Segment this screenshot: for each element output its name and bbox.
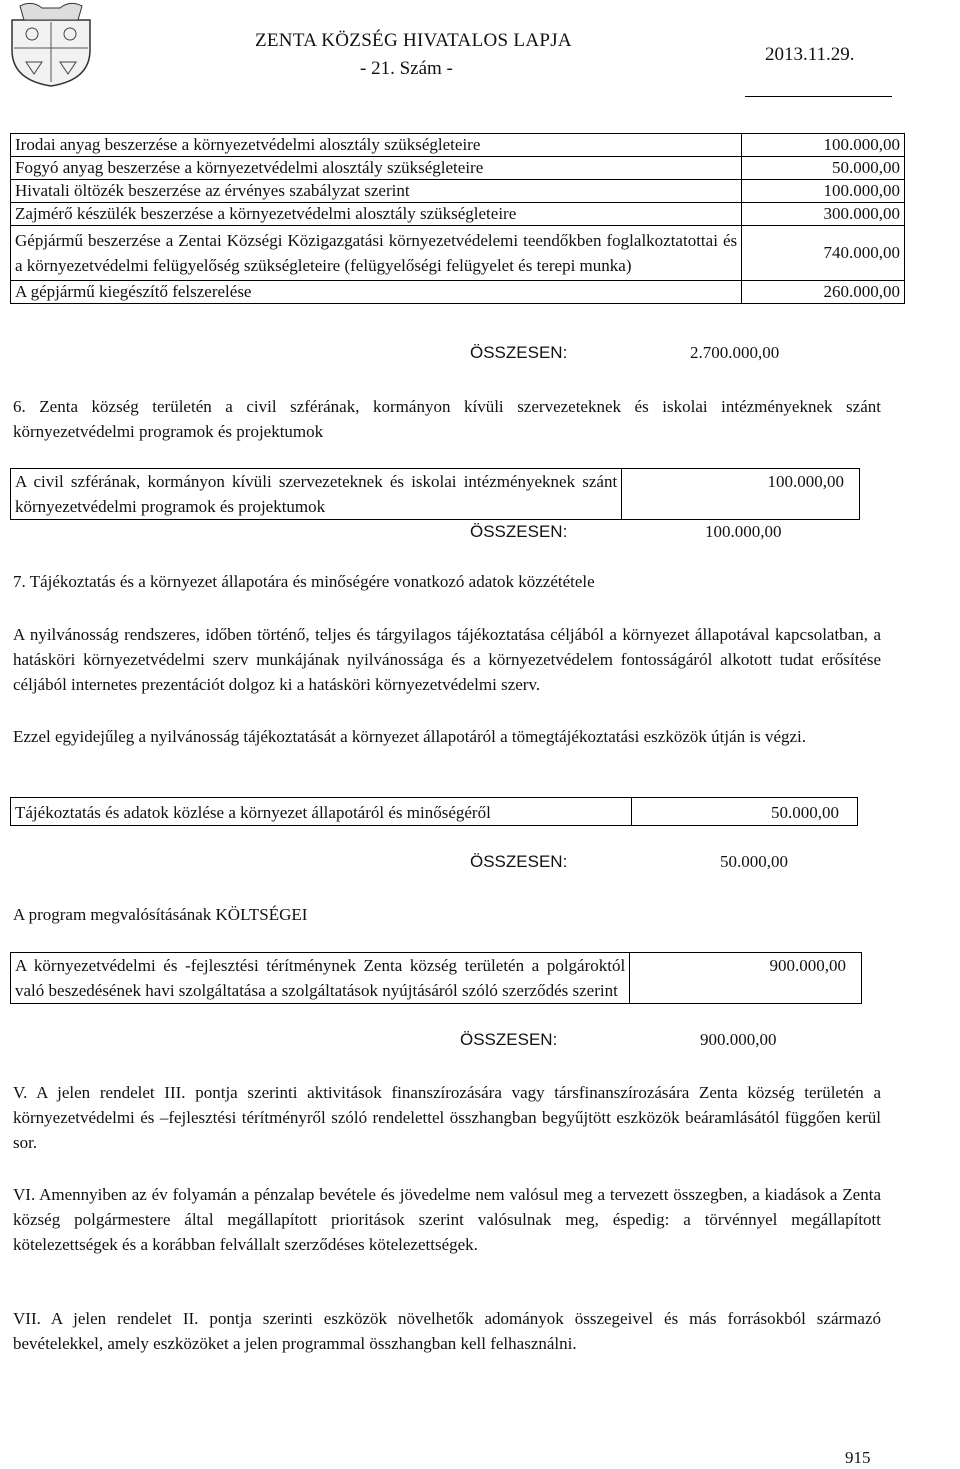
- table-row: [11, 180, 905, 203]
- coat-of-arms-logo: [2, 0, 100, 88]
- table-cell-value: 100.000,00: [622, 469, 860, 520]
- table-cell-value: 260.000,00: [742, 281, 905, 304]
- gazette-title: ZENTA KÖZSÉG HIVATALOS LAPJA: [255, 30, 572, 51]
- table-row: [11, 798, 858, 826]
- table-cell-label: A környezetvédelmi és -fejlesztési térítménynek Zenta község területén a polgároktól való beszedésének havi szolgáltatása a szolgáltatások nyújtásáról szóló szerződés szerint: [11, 953, 630, 1004]
- table-row: [11, 203, 905, 226]
- issue-number: - 21. Szám -: [360, 58, 453, 79]
- table-cell-value: 900.000,00: [630, 953, 862, 1004]
- table-cell-label: Tájékoztatás és adatok közlése a környezet állapotáról és minőségéről: [11, 798, 632, 826]
- total-value: 100.000,00: [705, 522, 782, 541]
- table-cell-label: A civil szférának, kormányon kívüli szervezeteknek és iskolai intézményeknek szánt környezetvédelmi programok és projektumok: [11, 469, 622, 520]
- total-label: ÖSSZESEN:: [470, 522, 568, 541]
- table-row: [11, 469, 860, 520]
- costs-table: [10, 952, 862, 1004]
- section-7-paragraph-2: Ezzel egyidejűleg a nyilvánosság tájékoztatását a környezet állapotáról a tömegtájékoztatási eszközök útján is végzi.: [13, 727, 807, 746]
- issue-date: 2013.11.29.: [765, 44, 855, 65]
- table-cell-label: Zajmérő készülék beszerzése a környezetvédelmi alosztály szükségleteire: [11, 203, 742, 226]
- table-cell-label: A gépjármű kiegészítő felszerelése: [11, 281, 742, 304]
- total-value: 2.700.000,00: [690, 343, 780, 362]
- table-row: [11, 953, 862, 1004]
- total-label: ÖSSZESEN:: [470, 343, 568, 362]
- table-cell-label: Hivatali öltözék beszerzése az érvényes szabályzat szerint: [11, 180, 742, 203]
- section-6-table: [10, 468, 860, 520]
- table-cell-value: 100.000,00: [742, 180, 905, 203]
- section-vii-paragraph: VII. A jelen rendelet II. pontja szerinti eszközök növelhetők adományok összegeivel és más forrásokból származó bevételekkel, amely eszközöket a jelen programmal összhangban kell felhasználni.: [13, 1309, 881, 1353]
- table-cell-label: Gépjármű beszerzése a Zentai Községi Közigazgatási környezetvédelemi teendőkben foglalkoztatottai és a környezetvédelmi felügyelőség szükségleteire (felügyelőségi felügyelet és terepi munka): [11, 226, 742, 281]
- total-label: ÖSSZESEN:: [460, 1030, 558, 1049]
- table-cell-value: 740.000,00: [742, 226, 905, 281]
- table-cell-value: 50.000,00: [632, 798, 858, 826]
- expense-table: [10, 133, 905, 304]
- table-row: [11, 281, 905, 304]
- section-vi-paragraph: VI. Amennyiben az év folyamán a pénzalap bevétele és jövedelme nem valósul meg a tervezett összegben, a kiadások a Zenta község polgármestere által megállapított prioritások szerint valósulnak meg, éspedig: a törvénnyel megállapított kötelezettségek és a korábban felvállalt szerződéses kötelezettségek.: [13, 1185, 881, 1254]
- table-cell-value: 50.000,00: [742, 157, 905, 180]
- section-7-paragraph-1: A nyilvánosság rendszeres, időben történő, teljes és tárgyilagos tájékoztatása céljából a környezet állapotával kapcsolatban, a hatásköri környezetvédelmi szerv munkájának nyilvánossága és a környezetvédelem fontosságáról alkotott tudat erősítése céljából internetes prezentációt dolgoz ki a hatásköri környezetvédelmi szerv.: [13, 625, 881, 694]
- table-row: [11, 157, 905, 180]
- section-7-table: [10, 797, 858, 826]
- table-cell-value: 300.000,00: [742, 203, 905, 226]
- table-row: [11, 134, 905, 157]
- header-divider: [745, 96, 892, 97]
- costs-heading: A program megvalósításának KÖLTSÉGEI: [13, 905, 308, 924]
- total-value: 900.000,00: [700, 1030, 777, 1049]
- table-row: [11, 226, 905, 281]
- table-cell-label: Fogyó anyag beszerzése a környezetvédelmi alosztály szükségleteire: [11, 157, 742, 180]
- table-cell-value: 100.000,00: [742, 134, 905, 157]
- total-label: ÖSSZESEN:: [470, 852, 568, 871]
- table-cell-label: Irodai anyag beszerzése a környezetvédelmi alosztály szükségleteire: [11, 134, 742, 157]
- total-value: 50.000,00: [720, 852, 788, 871]
- section-6-heading: 6. Zenta község területén a civil szférának, kormányon kívüli szervezeteknek és iskolai intézményeknek szánt környezetvédelmi programok és projektumok: [13, 397, 881, 441]
- page-number: 915: [845, 1448, 871, 1467]
- section-v-paragraph: V. A jelen rendelet III. pontja szerinti aktivitások finanszírozására vagy társfinanszírozására Zenta község területén a környezetvédelmi és –fejlesztési térítményről szóló rendelettel összhangban begyűjtött eszközök beáramlásától függően kerül sor.: [13, 1083, 881, 1152]
- section-7-heading: 7. Tájékoztatás és a környezet állapotára és minőségére vonatkozó adatok közzététele: [13, 572, 595, 591]
